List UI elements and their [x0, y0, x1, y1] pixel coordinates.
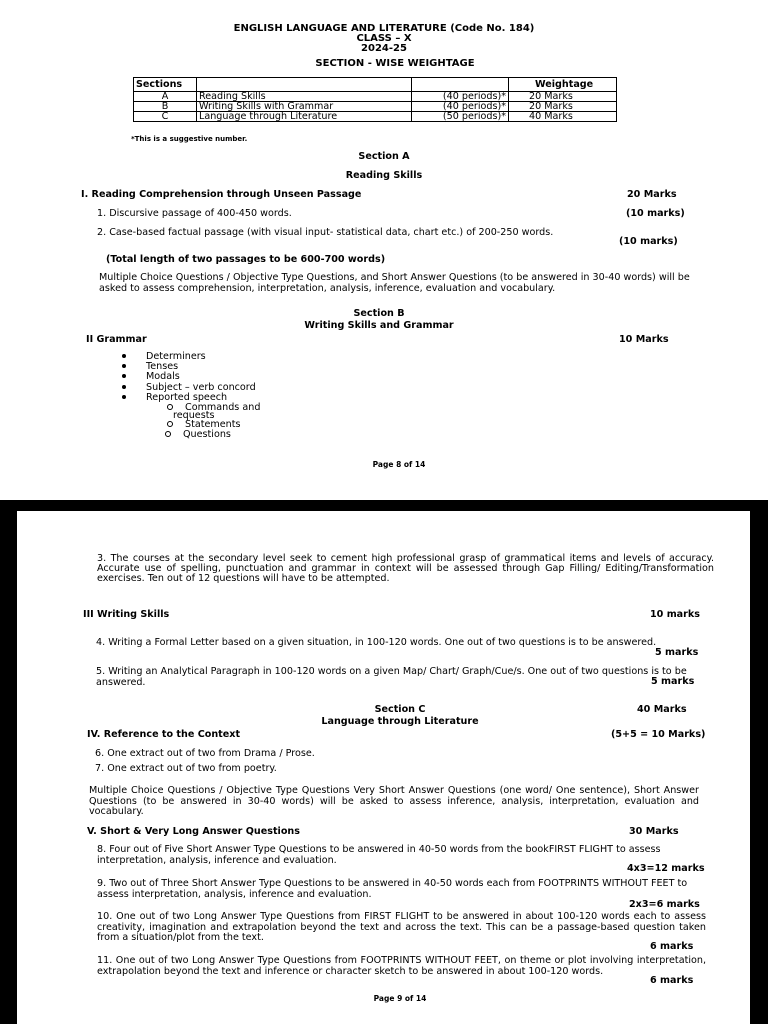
- grammar-title: II Grammar: [86, 334, 147, 345]
- table-cell: Language through Literature: [197, 112, 412, 122]
- sub-list-item: Statements: [167, 420, 240, 430]
- sub-list-item-continued: requests: [173, 410, 215, 421]
- reference-title: IV. Reference to the Context: [87, 729, 241, 740]
- table-header-cell: Weightage: [509, 78, 617, 92]
- table-cell: Reading Skills: [197, 92, 412, 102]
- writing-skills-marks: 10 marks: [650, 609, 700, 620]
- table-header-row: [134, 78, 617, 92]
- list-item: Determiners: [122, 352, 206, 362]
- page-number: Page 8 of 14: [372, 460, 426, 469]
- item-11: 11. One out of two Long Answer Type Questions from FOOTPRINTS WITHOUT FEET, on theme or plot involving interpretation, extrapolation beyond the text and inference or character sketch to be answered in about 100-120 words.: [97, 955, 706, 977]
- total-length-note: (Total length of two passages to be 600-700 words): [106, 254, 386, 265]
- item-9-marks: 2x3=6 marks: [629, 899, 700, 910]
- table-cell: (50 periods)*: [412, 112, 509, 122]
- writing-skills-title: III Writing Skills: [83, 609, 170, 620]
- weightage-table: [133, 77, 617, 122]
- table-row: [134, 92, 617, 102]
- document-page-2: [17, 511, 750, 1024]
- short-long-marks: 30 Marks: [629, 826, 679, 837]
- table-cell: (40 periods)*: [412, 102, 509, 112]
- section-c-heading: Section C: [374, 704, 426, 715]
- item-2-marks: (10 marks): [619, 236, 678, 247]
- mcq-paragraph: Multiple Choice Questions / Objective Type Questions, and Short Answer Questions (to be answered in 30-40 words) will be asked to assess comprehension, interpretation, analysis, inference, evaluation and vocabulary.: [99, 272, 690, 294]
- sub-list-item: Questions: [165, 430, 231, 440]
- item-9: 9. Two out of Three Short Answer Type Questions to be answered in 40-50 words each from FOOTPRINTS WITHOUT FEET to assess interpretation, analysis, inference and evaluation.: [97, 878, 688, 900]
- item-1: 1. Discursive passage of 400-450 words.: [97, 208, 292, 219]
- table-cell: B: [134, 102, 197, 112]
- table-header-cell: [412, 78, 509, 92]
- list-item: Subject – verb concord: [122, 383, 256, 393]
- page-number: Page 9 of 14: [373, 994, 427, 1003]
- part1-title: I. Reading Comprehension through Unseen Passage: [81, 189, 362, 200]
- table-cell: 40 Marks: [509, 112, 617, 122]
- table-cell: A: [134, 92, 197, 102]
- section-b-heading: Section B: [353, 308, 405, 319]
- item-2: 2. Case-based factual passage (with visual input- statistical data, chart etc.) of 200-250 words.: [97, 227, 554, 238]
- list-item: Reported speech: [122, 393, 227, 403]
- reading-skills-heading: Reading Skills: [345, 170, 423, 181]
- table-header-cell: Sections: [134, 78, 197, 92]
- item-10: 10. One out of two Long Answer Type Questions from FIRST FLIGHT to be answered in about 100-120 words each to assess creativity, imagination and extrapolation beyond the text and across the text. This can be a passage-based question taken from a situation/plot from the text.: [97, 911, 706, 943]
- item-5: 5. Writing an Analytical Paragraph in 100-120 words on a given Map/ Chart/ Graph/Cue/s. One out of two questions is to be answered.: [96, 666, 687, 688]
- item-5-marks: 5 marks: [651, 676, 695, 687]
- list-item: Modals: [122, 372, 180, 382]
- item-4: 4. Writing a Formal Letter based on a given situation, in 100-120 words. One out of two questions is to be answered.: [96, 637, 657, 648]
- section-wise-heading: SECTION - WISE WEIGHTAGE: [315, 58, 475, 69]
- grammar-marks: 10 Marks: [619, 334, 669, 345]
- section-c-marks: 40 Marks: [637, 704, 687, 715]
- item-7: 7. One extract out of two from poetry.: [95, 763, 277, 774]
- table-cell: Writing Skills with Grammar: [197, 102, 412, 112]
- item-8: 8. Four out of Five Short Answer Type Questions to be answered in 40-50 words from the bookFIRST FLIGHT to assess interpretation, analysis, inference and evaluation.: [97, 844, 661, 866]
- sub-list-item: Commands and: [167, 403, 260, 413]
- class-label: CLASS – X: [356, 33, 412, 44]
- doc-title: ENGLISH LANGUAGE AND LITERATURE (Code No. 184): [233, 23, 535, 34]
- item-11-marks: 6 marks: [650, 975, 694, 986]
- table-header-cell: [197, 78, 412, 92]
- mcq-paragraph-2: Multiple Choice Questions / Objective Type Questions Very Short Answer Questions (one word/ One sentence), Short Answer Questions (to be answered in 30-40 words) will be asked to assess inference, analysis, interpretation, evaluation and vocabulary.: [89, 785, 699, 817]
- document-page-1: [0, 0, 768, 500]
- writing-grammar-heading: Writing Skills and Grammar: [304, 320, 454, 331]
- item-8-marks: 4x3=12 marks: [627, 863, 705, 874]
- section-a-heading: Section A: [358, 151, 410, 162]
- reference-marks: (5+5 = 10 Marks): [611, 729, 706, 740]
- item-1-marks: (10 marks): [626, 208, 685, 219]
- list-item: Tenses: [122, 362, 178, 372]
- item-10-marks: 6 marks: [650, 941, 694, 952]
- table-cell: 20 Marks: [509, 92, 617, 102]
- item-6: 6. One extract out of two from Drama / Prose.: [95, 748, 315, 759]
- part1-marks: 20 Marks: [627, 189, 677, 200]
- table-row: [134, 112, 617, 122]
- table-cell: 20 Marks: [509, 102, 617, 112]
- table-cell: C: [134, 112, 197, 122]
- table-cell: (40 periods)*: [412, 92, 509, 102]
- year-label: 2024-25: [361, 43, 407, 54]
- item-3: 3. The courses at the secondary level seek to cement high professional grasp of grammatical items and levels of accuracy. Accurate use of spelling, punctuation and grammar in context will be assessed through Gap Filling/ Editing/Transformation exercises. Ten out of 12 questions will have to be attempted.: [97, 553, 714, 584]
- item-4-marks: 5 marks: [655, 647, 699, 658]
- language-literature-heading: Language through Literature: [321, 716, 479, 727]
- footnote: *This is a suggestive number.: [131, 135, 248, 143]
- table-row: [134, 102, 617, 112]
- short-long-title: V. Short & Very Long Answer Questions: [87, 826, 300, 837]
